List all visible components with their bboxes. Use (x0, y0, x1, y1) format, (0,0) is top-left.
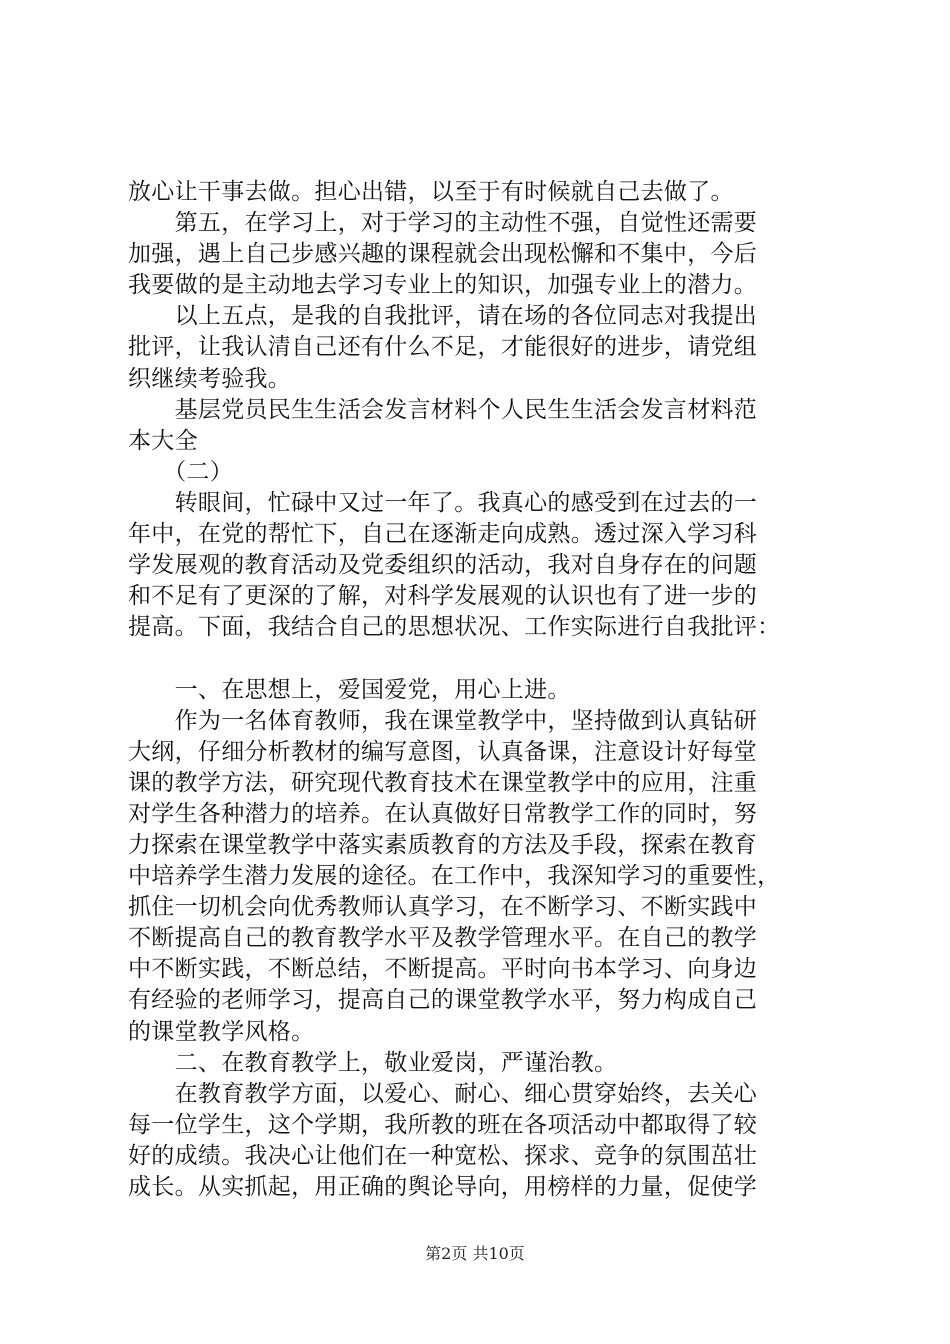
text-line: 学发展观的教育活动及党委组织的活动，我对自身存在的问题 (128, 552, 758, 579)
text-line: 年中，在党的帮忙下，自己在逐渐走向成熟。透过深入学习科 (128, 521, 758, 548)
text-line: 每一位学生，这个学期，我所教的班在各项活动中都取得了较 (128, 1111, 758, 1138)
text-line: 有经验的老师学习，提高自己的课堂教学水平，努力构成自己 (128, 987, 758, 1014)
text-line: 第五，在学习上，对于学习的主动性不强，自觉性还需要 (128, 210, 758, 237)
text-line: 中不断实践，不断总结，不断提高。平时向书本学习、向身边 (128, 956, 758, 983)
text-line: 大纲，仔细分析教材的编写意图，认真备课，注意设计好每堂 (128, 738, 758, 765)
text-line: 织继续考验我。 (128, 365, 292, 392)
text-line: 不断提高自己的教育教学水平及教学管理水平。在自己的教学 (128, 925, 758, 952)
text-line: 我要做的是主动地去学习专业上的知识，加强专业上的潜力。 (128, 272, 758, 299)
section-heading: 二、在教育教学上，敬业爱岗，严谨治教。 (128, 1049, 618, 1076)
document-body (128, 177, 828, 1203)
text-line: 好的成绩。我决心让他们在一种宽松、探求、竞争的氛围茁壮 (128, 1142, 758, 1169)
text-line: 作为一名体育教师，我在课堂教学中，坚持做到认真钻研 (128, 707, 758, 734)
text-line: 成长。从实抓起，用正确的舆论导向，用榜样的力量，促使学 (128, 1174, 758, 1200)
text-line: 和不足有了更深的了解，对科学发展观的认识也有了进一步的 (128, 583, 758, 610)
text-line: 基层党员民生生活会发言材料个人民生生活会发言材料范 (128, 396, 758, 423)
text-line: 课的教学方法，研究现代教育技术在课堂教学中的应用，注重 (128, 769, 758, 796)
text-line: 以上五点，是我的自我批评，请在场的各位同志对我提出 (128, 303, 758, 330)
text-line: 批评，让我认清自己还有什么不足，才能很好的进步，请党组 (128, 334, 758, 361)
text-line: 抓住一切机会向优秀教师认真学习，在不断学习、不断实践中 (128, 894, 758, 921)
text-line: 本大全 (128, 427, 198, 454)
text-line: 转眼间，忙碌中又过一年了。我真心的感受到在过去的一 (128, 489, 758, 516)
blank-line (128, 643, 828, 674)
page-footer: 第2页 共10页 (425, 1244, 525, 1263)
text-line: 力探索在课堂教学中落实素质教育的方法及手段，探索在教育 (128, 831, 758, 858)
text-line: 中培养学生潜力发展的途径。在工作中，我深知学习的重要性， (128, 863, 781, 890)
text-line: 放心让干事去做。担心出错，以至于有时候就自己去做了。 (128, 179, 734, 205)
text-line: 的课堂教学风格。 (128, 1018, 315, 1045)
section-heading: 一、在思想上，爱国爱党，用心上进。 (128, 676, 571, 703)
text-line: 在教育教学方面，以爱心、耐心、细心贯穿始终，去关心 (128, 1080, 758, 1107)
text-line: 对学生各种潜力的培养。在认真做好日常教学工作的同时，努 (128, 800, 758, 827)
text-line: 加强，遇上自己步感兴趣的课程就会出现松懈和不集中，今后 (128, 241, 758, 268)
text-line: 提高。下面，我结合自己的思想状况、工作实际进行自我批评： (128, 614, 781, 641)
section-number: （二） (128, 458, 233, 485)
